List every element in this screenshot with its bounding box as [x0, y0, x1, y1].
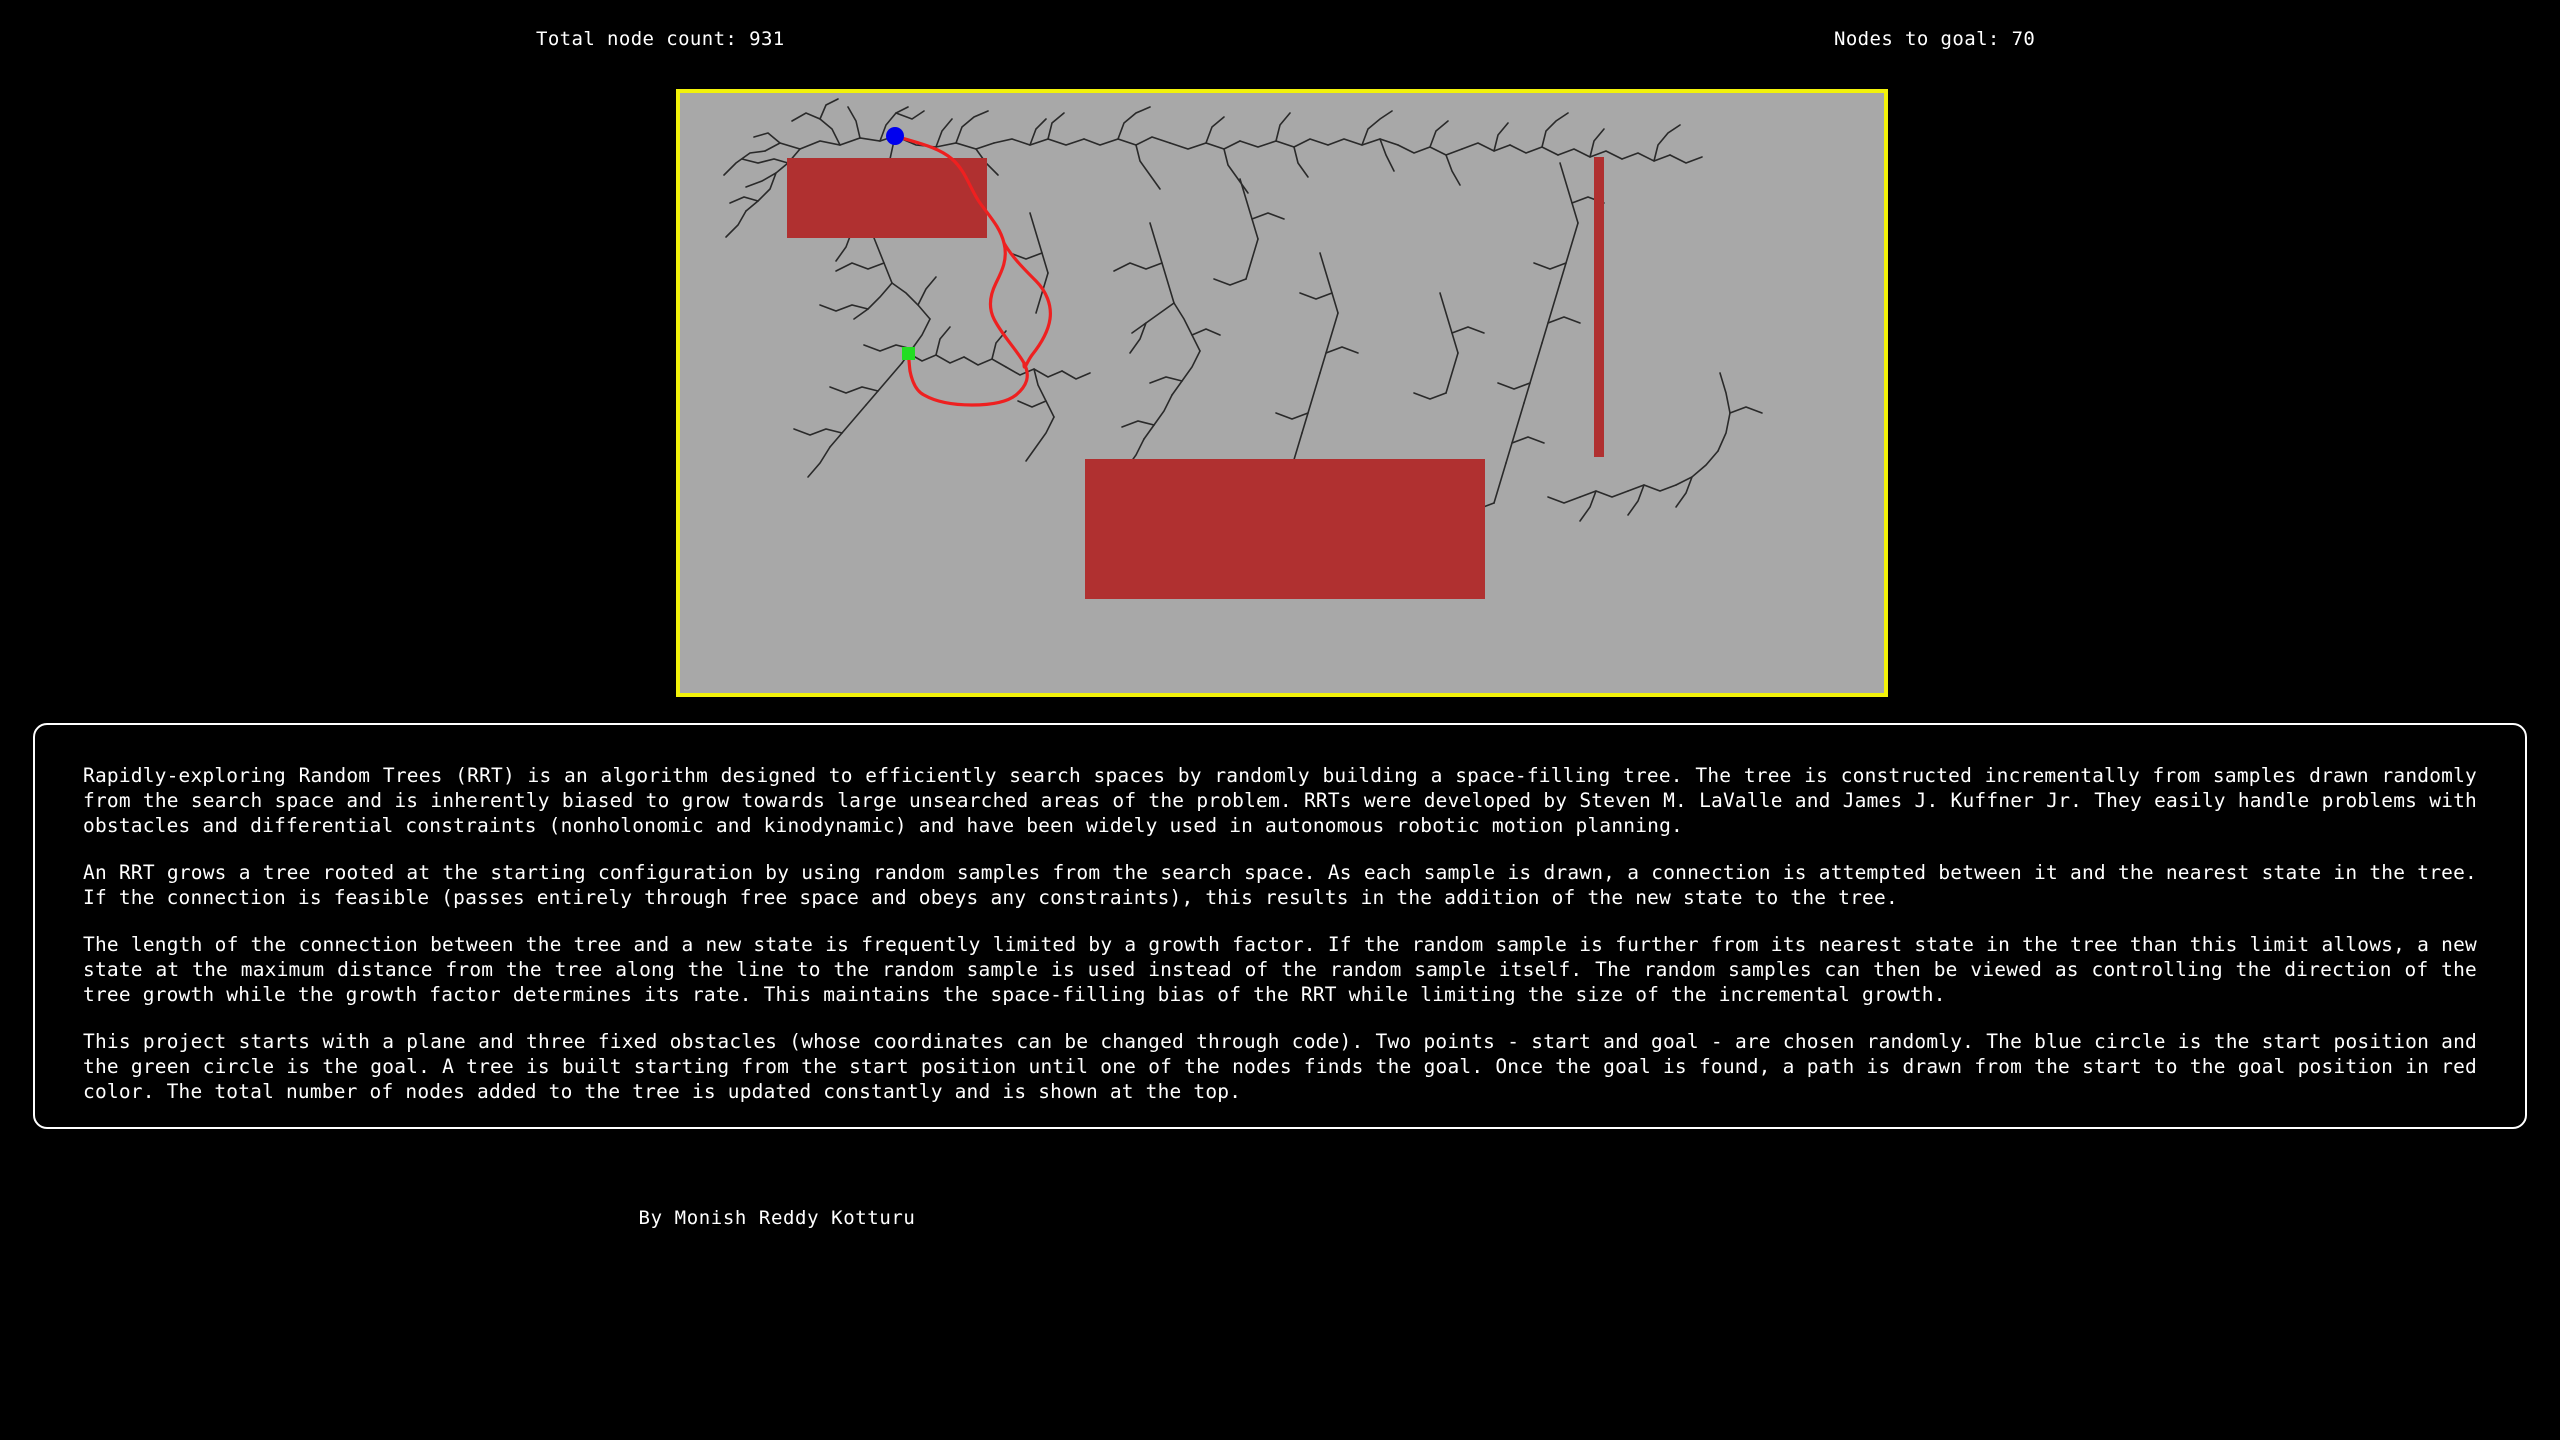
solution-path-segment-2 — [1004, 243, 1050, 367]
description-paragraph-1: Rapidly-exploring Random Trees (RRT) is an algorithm designed to efficiently search spaces by randomly building a space-filling tree. The tree is constructed incrementally from samples drawn randomly from the search space and is inherently biased to grow towards large unsearched areas of the problem. RRTs were developed by Steven M. LaValle and James J. Kuffner Jr. They easily handle problems with obstacles and differential constraints (nonholonomic and kinodynamic) and have been widely used in autonomous robotic motion planning. — [83, 764, 2477, 837]
rrt-tree-graphic — [680, 93, 1884, 693]
description-panel — [33, 723, 2527, 1129]
nodes-to-goal-label: Nodes to goal: 70 — [1834, 28, 2036, 50]
start-point-marker — [886, 127, 904, 145]
author-credit: By Monish Reddy Kotturu — [638, 1207, 916, 1229]
description-paragraph-2: An RRT grows a tree rooted at the starting configuration by using random samples from the search space. As each sample is drawn, a connection is attempted between it and the nearest state in the tree. If the connection is feasible (passes entirely through free space and obeys any constraints), this results in the addition of the new state to the tree. — [83, 861, 2477, 909]
description-paragraph-4: This project starts with a plane and three fixed obstacles (whose coordinates can be changed through code). Two points - start and goal - are chosen randomly. The blue circle is the start position and the green circle is the goal. A tree is built starting from the start position until one of the nodes finds the goal. Once the goal is found, a path is drawn from the start to the goal position in red color. The total number of nodes added to the tree is updated constantly and is shown at the top. — [83, 1030, 2477, 1103]
footer — [0, 1207, 2560, 1229]
canvas-inner — [680, 93, 1884, 693]
status-bar — [0, 28, 2560, 58]
description-paragraph-3: The length of the connection between the tree and a new state is frequently limited by a growth factor. If the random sample is further from its nearest state in the tree than this limit allows, a new state at the maximum distance from the tree along the line to the random sample is used instead of the random sample itself. The random samples can then be viewed as controlling the direction of the tree growth while the growth factor determines its rate. This maintains the space-filling bias of the RRT while limiting the size of the incremental growth. — [83, 933, 2477, 1006]
obstacle-bar-right — [1594, 157, 1604, 457]
rrt-simulation-canvas[interactable] — [676, 89, 1888, 697]
goal-point-marker — [902, 347, 915, 360]
obstacle-rect-bottom-center — [1085, 459, 1485, 599]
total-node-count-label: Total node count: 931 — [536, 28, 785, 50]
obstacle-rect-top-left — [787, 158, 987, 238]
